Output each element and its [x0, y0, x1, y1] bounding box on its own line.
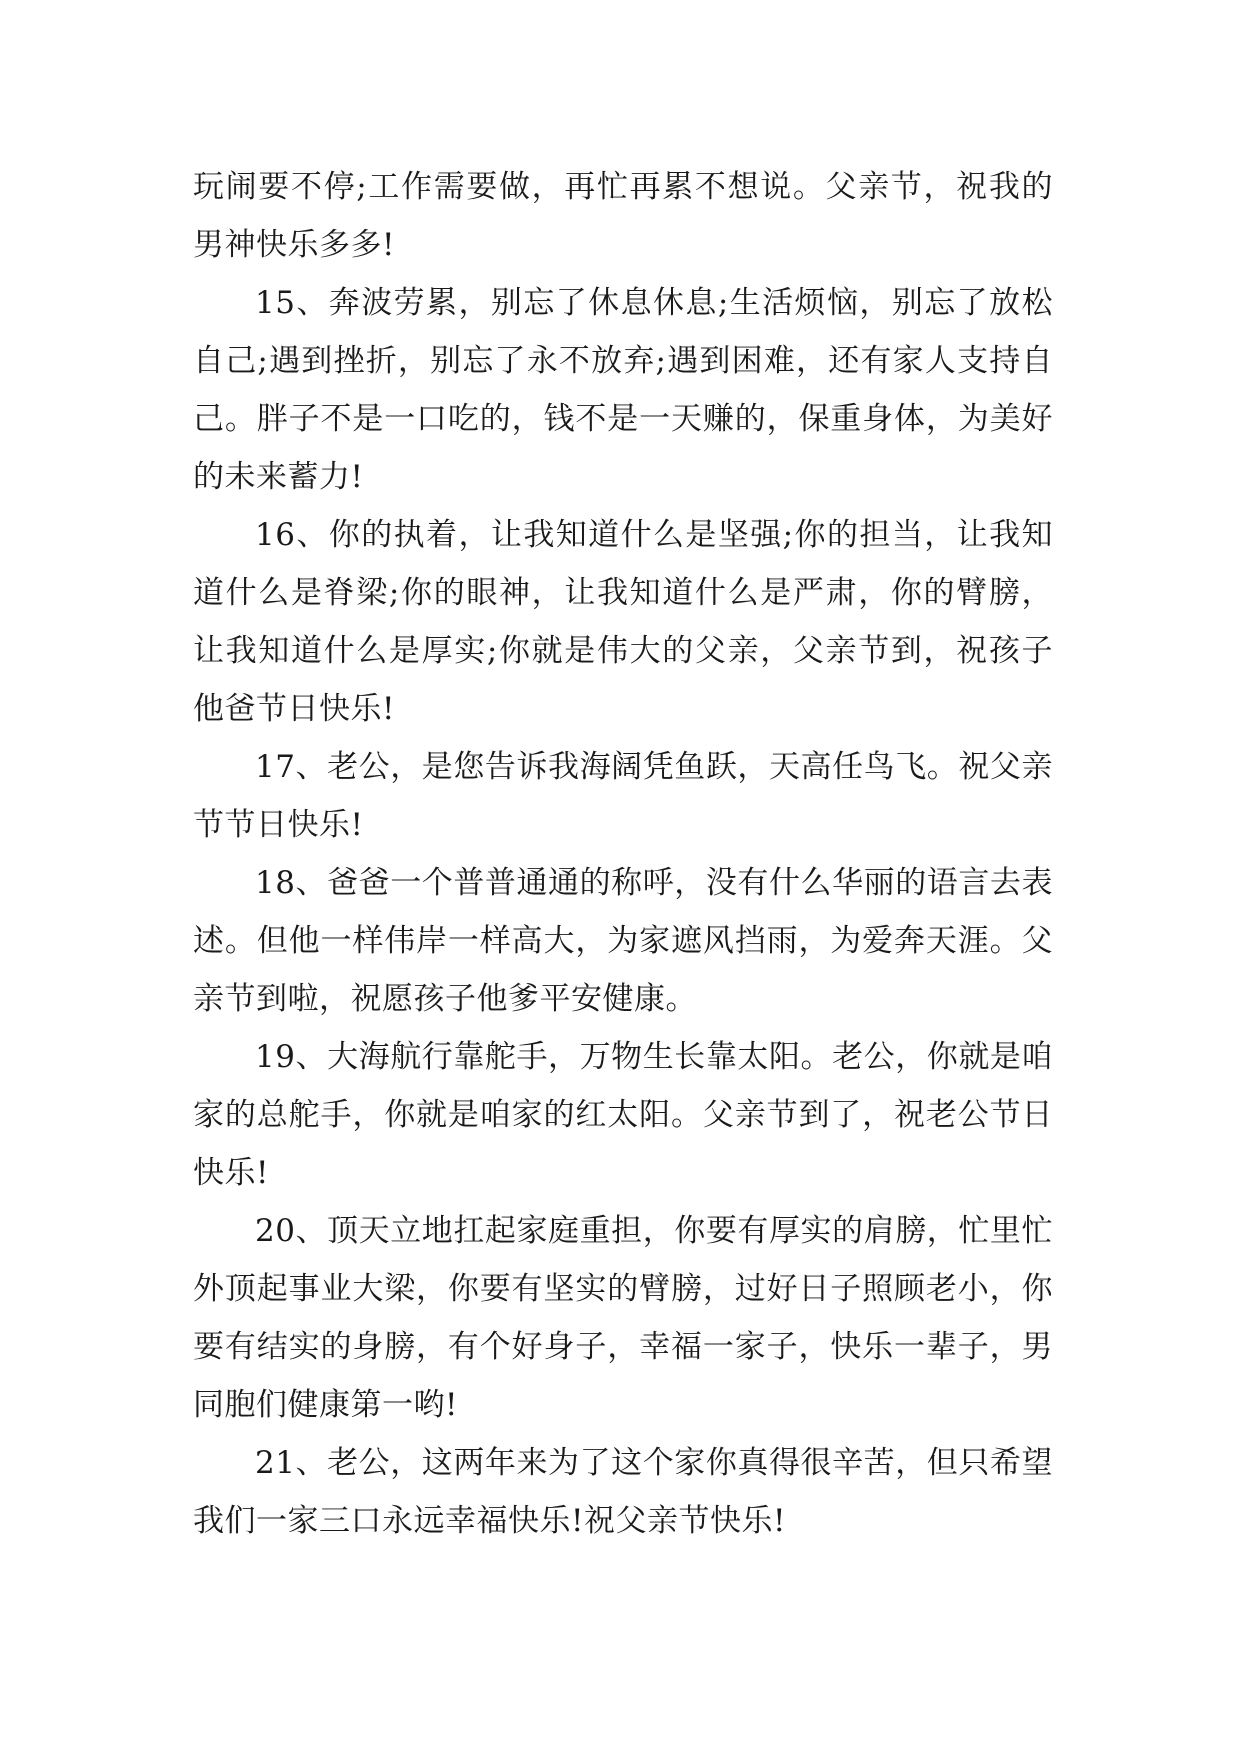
paragraph-19: 19、大海航行靠舵手，万物生长靠太阳。老公，你就是咱家的总舵手，你就是咱家的红太阳。父亲节到了，祝老公节日快乐! [193, 1039, 1053, 1191]
paragraph-21: 21、老公，这两年来为了这个家你真得很辛苦，但只希望我们一家三口永远幸福快乐!祝父亲节快乐! [193, 1445, 1053, 1539]
paragraph-16: 16、你的执着，让我知道什么是坚强;你的担当，让我知道什么是脊梁;你的眼神，让我知道什么是严肃，你的臂膀，让我知道什么是厚实;你就是伟大的父亲，父亲节到，祝孩子他爸节日快乐! [193, 517, 1053, 727]
paragraph-15: 15、奔波劳累，别忘了休息休息;生活烦恼，别忘了放松自己;遇到挫折，别忘了永不放弃;遇到困难，还有家人支持自己。胖子不是一口吃的，钱不是一天赚的，保重身体，为美好的未来蓄力! [193, 285, 1053, 495]
paragraph-17: 17、老公，是您告诉我海阔凭鱼跃，天高任鸟飞。祝父亲节节日快乐! [193, 749, 1053, 843]
paragraph-continuation: 玩闹要不停;工作需要做，再忙再累不想说。父亲节，祝我的男神快乐多多! [193, 169, 1053, 263]
paragraph-20: 20、顶天立地扛起家庭重担，你要有厚实的肩膀，忙里忙外顶起事业大梁，你要有坚实的臂膀，过好日子照顾老小，你要有结实的身膀，有个好身子，幸福一家子，快乐一辈子，男同胞们健康第一哟! [193, 1213, 1053, 1423]
paragraph-18: 18、爸爸一个普普通通的称呼，没有什么华丽的语言去表述。但他一样伟岸一样高大，为家遮风挡雨，为爱奔天涯。父亲节到啦，祝愿孩子他爹平安健康。 [193, 865, 1053, 1017]
document-body [193, 158, 1053, 1550]
